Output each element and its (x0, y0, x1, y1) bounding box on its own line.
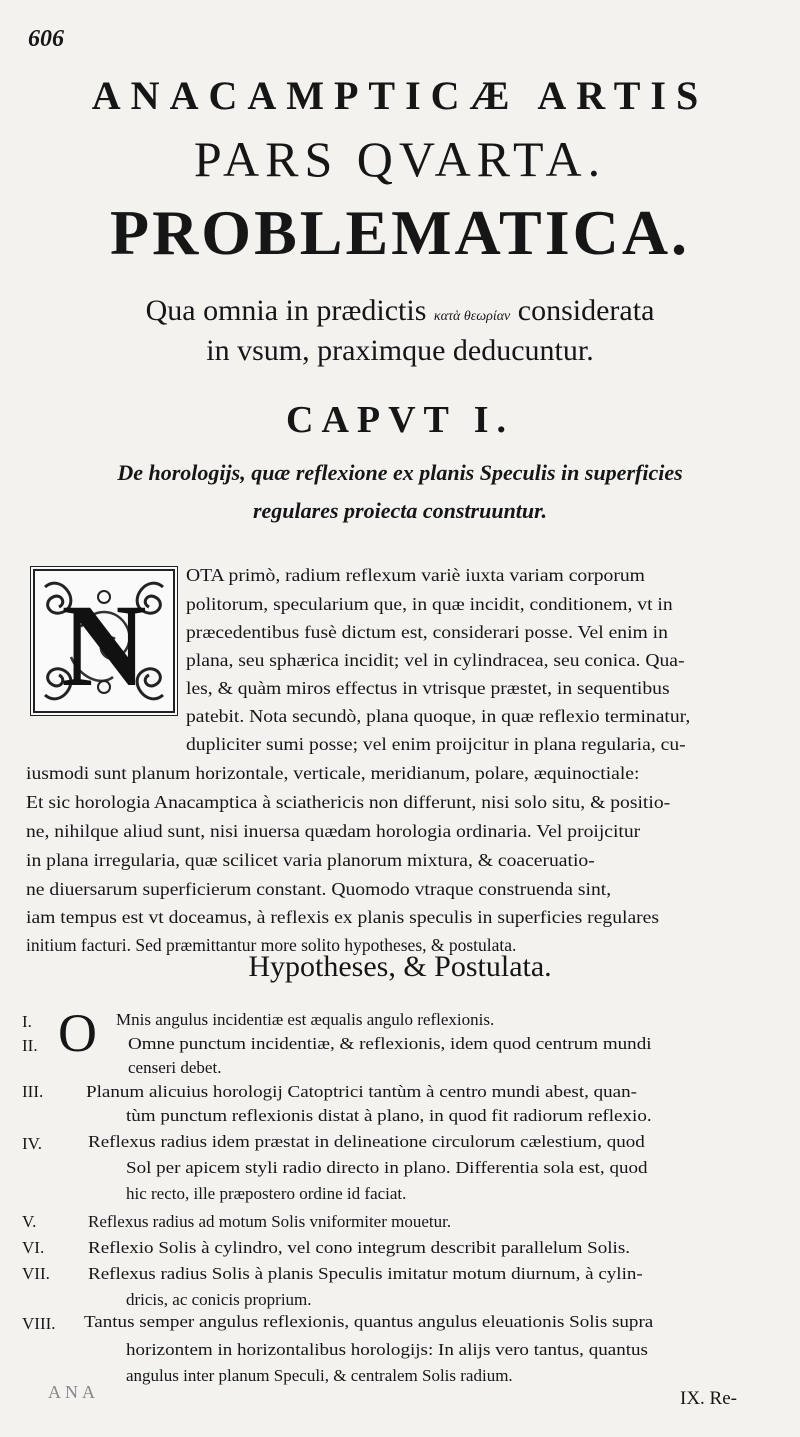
section-title: Hypotheses, & Postulata. (248, 950, 552, 983)
hypothesis-line: Mnis angulus incidentiæ est æqualis angulo reflexionis. (116, 1010, 495, 1029)
subtitle-line-2: in vsum, praximque deducuntur. (206, 334, 594, 367)
paragraph-line: politorum, specularium que, in quæ incidit, conditionem, vt in (186, 594, 673, 614)
hypothesis-line: Tantus semper angulus reflexionis, quantus angulus eleuationis Solis supra (84, 1312, 654, 1331)
hypothesis-number: VIII. (22, 1314, 56, 1333)
page-number: 606 (28, 26, 64, 52)
hypothesis-line: dricis, ac conicis proprium. (126, 1290, 312, 1309)
hypothesis-line: Reflexus radius ad motum Solis vniformiter mouetur. (88, 1212, 452, 1231)
hypothesis-line: censeri debet. (128, 1058, 222, 1077)
chapter-title-line-2: regulares proiecta construuntur. (252, 498, 547, 523)
hypothesis-number: I. (22, 1012, 32, 1031)
paragraph-line: plana, seu sphærica incidit; vel in cylindracea, seu conica. Qua- (186, 650, 685, 670)
drop-cap-o: O (58, 1003, 97, 1063)
paragraph-line: patebit. Nota secundò, plana quoque, in quæ reflexio terminatur, (186, 706, 691, 726)
chapter-heading: CAPVT I. (286, 399, 514, 441)
paragraph-line: iusmodi sunt planum horizontale, verticale, meridianum, polare, æquinoctiale: (26, 763, 640, 783)
paragraph-line: dupliciter sumi posse; vel enim proijcitur in plana regularia, cu- (186, 734, 686, 754)
hypothesis-number: II. (22, 1036, 38, 1055)
hypothesis-line: Sol per apicem styli radio directo in plano. Differentia sola est, quod (126, 1158, 648, 1177)
paragraph-line: initium facturi. Sed præmittantur more solito hypotheses, & postulata. (26, 935, 517, 955)
hypothesis-line: Reflexus radius Solis à planis Speculis imitatur motum diurnum, à cylin- (88, 1264, 643, 1283)
hypothesis-line: horizontem in horizontalibus horologijs: In alijs vero tantus, quantus (126, 1340, 648, 1359)
paragraph-line: præcedentibus fusè dictum est, considerari posse. Vel enim in (186, 622, 668, 642)
hypothesis-line: Reflexio Solis à cylindro, vel cono integrum describit parallelum Solis. (88, 1238, 631, 1257)
paragraph-line: OTA primò, radium reflexum variè iuxta variam corporum (186, 565, 645, 585)
hypothesis-number: III. (22, 1082, 44, 1101)
title-line-1: ANACAMPTICÆ ARTIS (91, 73, 709, 118)
subtitle-greek: κατὰ θεωρίαν (433, 309, 511, 324)
title-line-3: PROBLEMATICA. (109, 197, 691, 268)
paragraph-line: ne diuersarum superficierum constant. Quomodo vtraque construenda sint, (26, 879, 612, 899)
paragraph-line: in plana irregularia, quæ scilicet varia planorum mixtura, & coaceruatio- (26, 850, 595, 870)
decorated-initial (30, 566, 178, 716)
paragraph-line: iam tempus est vt doceamus, à reflexis ex planis speculis in superficies regulares (26, 907, 660, 927)
paragraph-line: ne, nihilque aliud sunt, nisi inuersa quædam horologia ordinaria. Vel proijcitur (26, 821, 641, 841)
hypothesis-number: V. (22, 1212, 37, 1231)
hypothesis-line: tùm punctum reflexionis distat à plano, in quod fit radiorum reflexio. (126, 1106, 652, 1125)
hypothesis-line: angulus inter planum Speculi, & centralem Solis radium. (126, 1366, 513, 1385)
hypothesis-number: VI. (22, 1238, 45, 1257)
hypothesis-number: VII. (22, 1264, 50, 1283)
hypothesis-line: Omne punctum incidentiæ, & reflexionis, idem quod centrum mundi (128, 1034, 652, 1053)
chapter-title-line-1: De horologijs, quæ reflexione ex planis Speculis in superficies (117, 460, 683, 485)
hypothesis-line: hic recto, ille præpostero ordine id faciat. (126, 1184, 407, 1203)
hypothesis-number: IV. (22, 1134, 42, 1153)
hypothesis-line: Planum alicuius horologij Catoptrici tantùm à centro mundi abest, quan- (86, 1082, 638, 1101)
initial-letter: N (61, 580, 147, 711)
title-line-2: PARS QVARTA. (193, 131, 607, 187)
subtitle-part-a: Qua omnia in prædictis (145, 294, 427, 327)
subtitle-line-1 (0, 294, 800, 328)
paragraph-line: Et sic horologia Anacamptica à sciathericis non differunt, nisi solo situ, & positio- (26, 792, 671, 812)
retrograde-bleedthrough-text: ANA (48, 1382, 99, 1402)
paragraph-line: les, & quàm miros effectus in vtrisque præstet, in sequentibus (186, 678, 670, 698)
catchword: IX. Re- (680, 1388, 737, 1409)
subtitle-part-b: considerata (517, 294, 655, 327)
decorated-initial-art (31, 567, 177, 715)
hypothesis-line: Reflexus radius idem præstat in delineatione circulorum cælestium, quod (88, 1132, 645, 1151)
